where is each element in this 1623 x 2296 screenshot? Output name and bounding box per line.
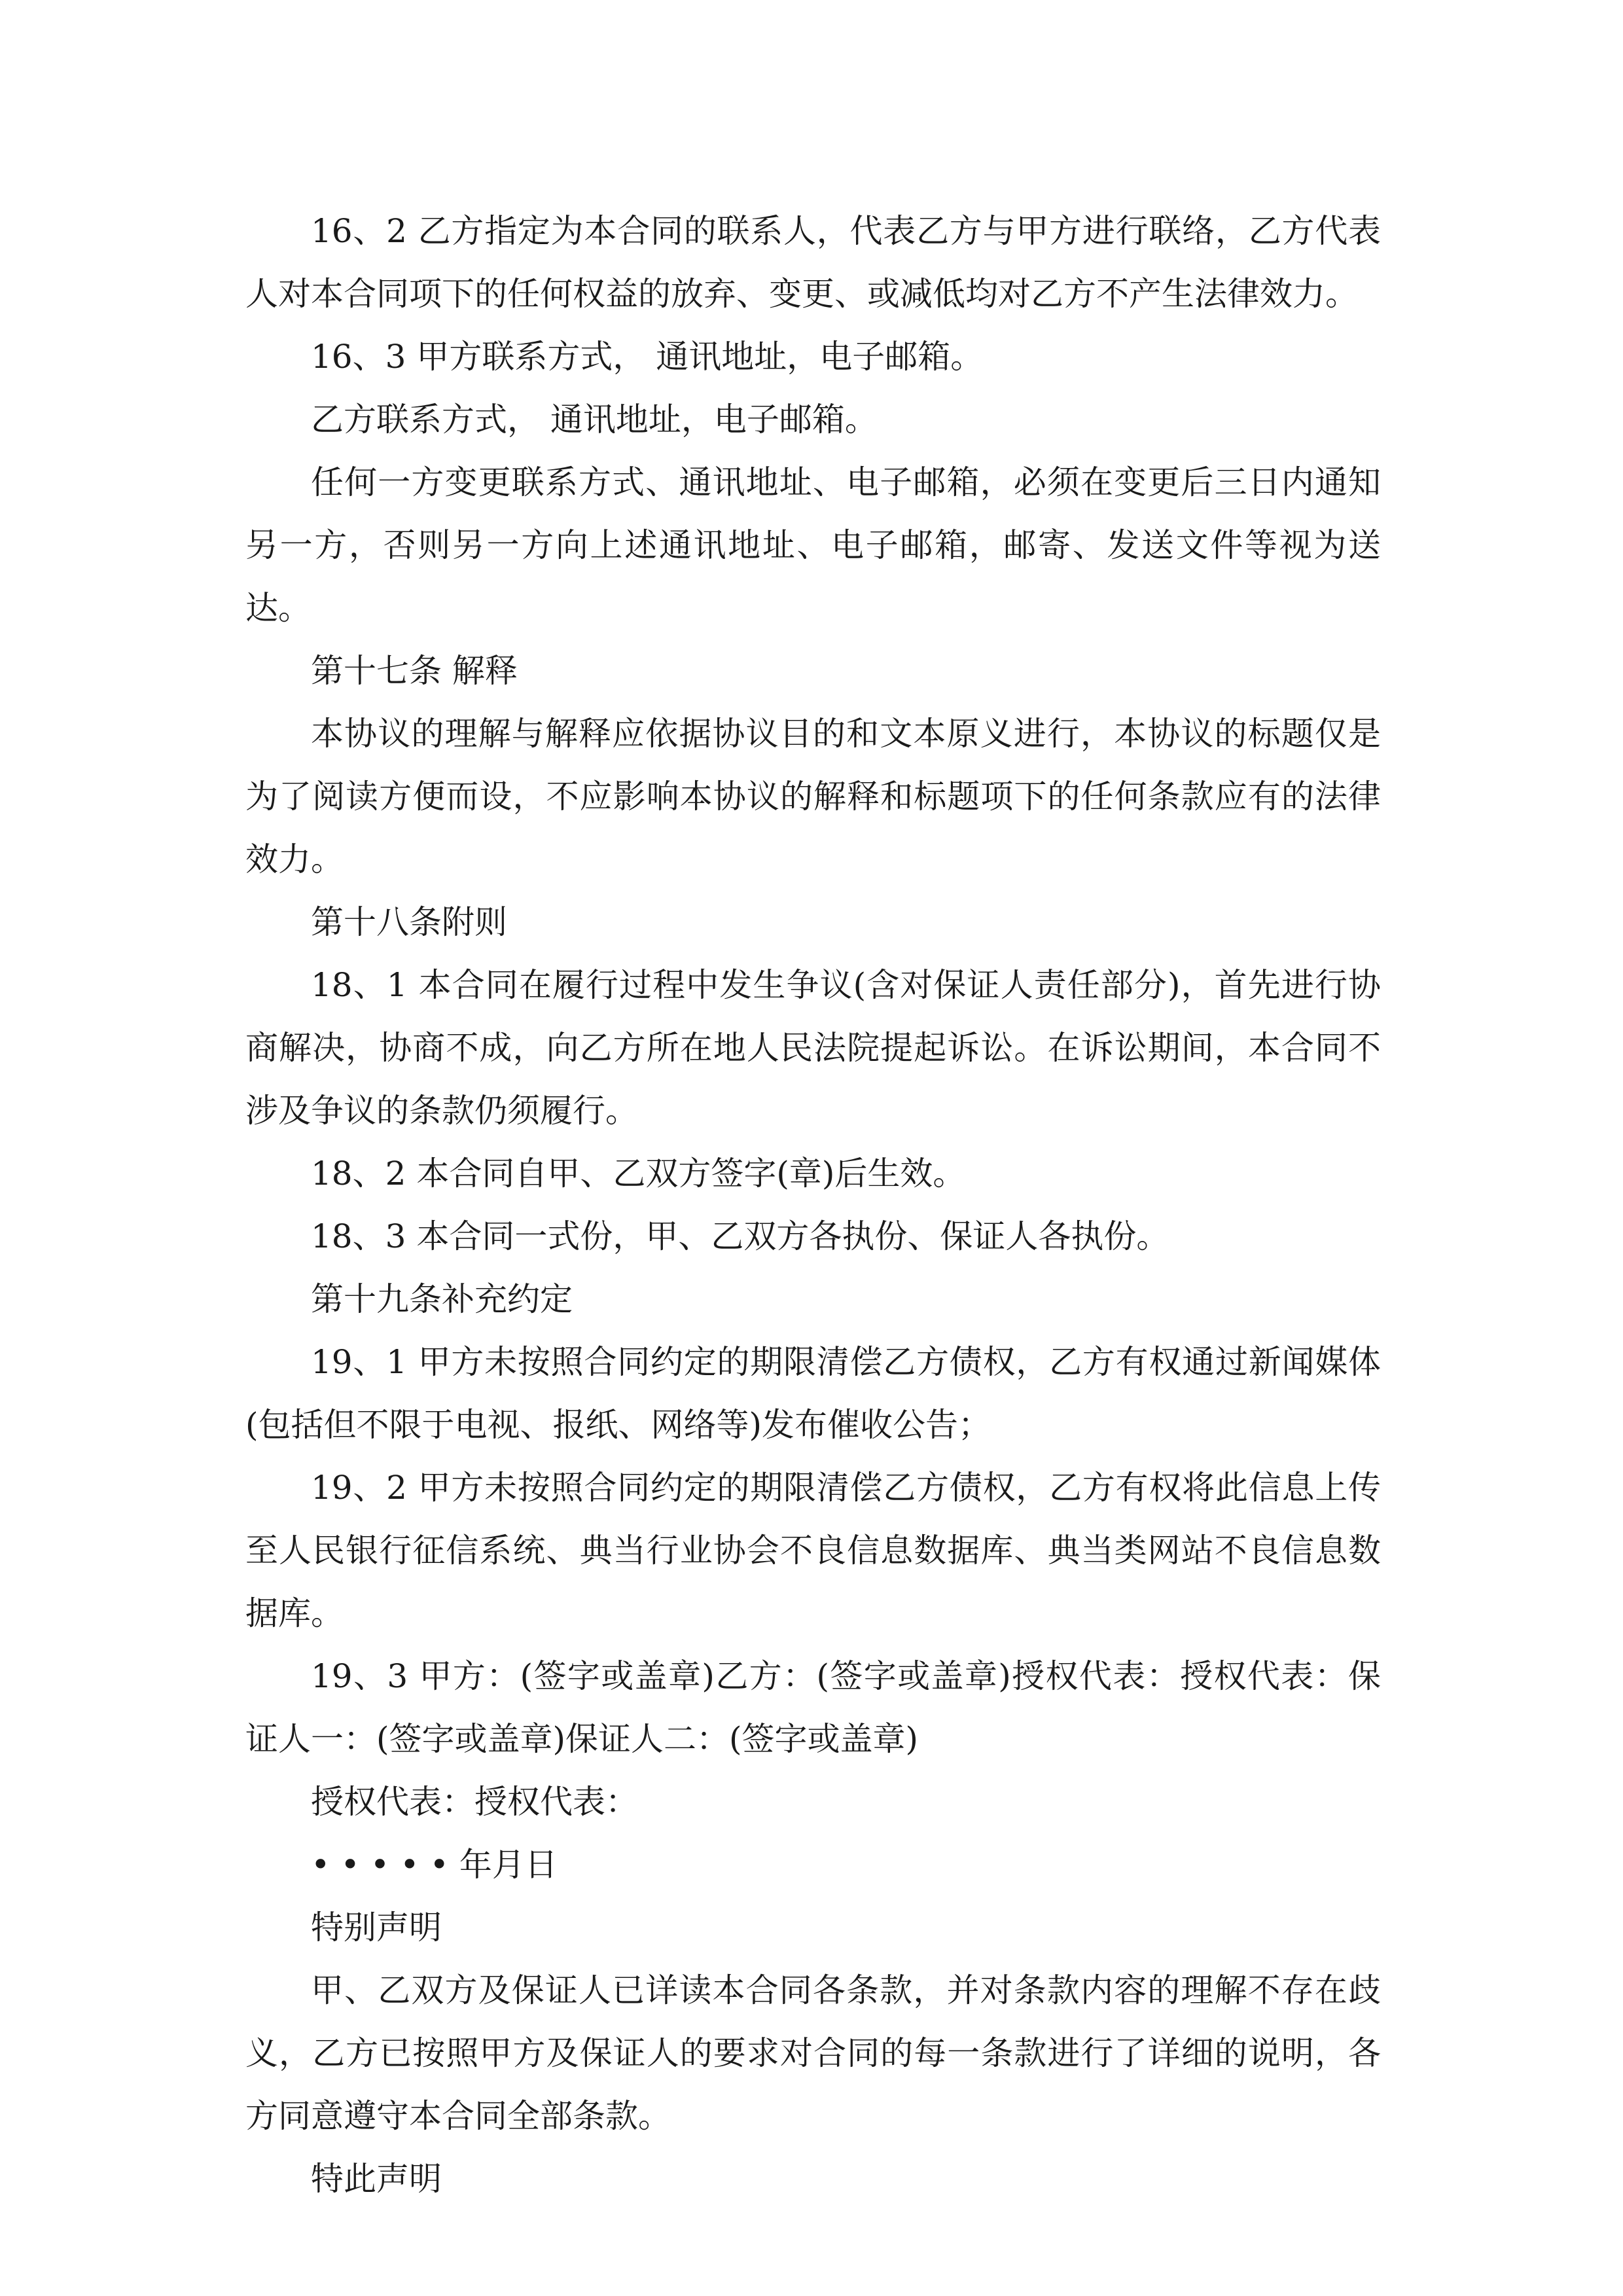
paragraph-special-statement: 甲、乙双方及保证人已详读本合同各条款，并对条款内容的理解不存在歧义，乙方已按照甲方及保证人的要求对合同的每一条款进行了详细的说明，各方同意遵守本合同全部条款。 [245, 1971, 1381, 2135]
paragraph-19-2: 19、2 甲方未按照合同约定的期限清偿乙方债权，乙方有权将此信息上传至人民银行征信系统、典当行业协会不良信息数据库、典当类网站不良信息数据库。 [245, 1469, 1381, 1632]
document-body [245, 200, 1381, 2210]
paragraph-18-3: 18、3 本合同一式份，甲、乙双方各执份、保证人各执份。 [311, 1217, 1169, 1255]
paragraph-party-b-contact: 乙方联系方式， 通讯地址，电子邮箱。 [311, 401, 878, 439]
paragraph-19-1: 19、1 甲方未按照合同约定的期限清偿乙方债权，乙方有权通过新闻媒体(包括但不限于电视、报纸、网络等)发布催收公告； [245, 1343, 1381, 1444]
paragraph-authorized-representatives: 授权代表：授权代表： [311, 1783, 638, 1821]
paragraph-18-2: 18、2 本合同自甲、乙双方签字(章)后生效。 [311, 1155, 966, 1193]
paragraph-18-1: 18、1 本合同在履行过程中发生争议(含对保证人责任部分)，首先进行协商解决，协商不成，向乙方所在地人民法院提起诉讼。在诉讼期间，本合同不涉及争议的条款仍须履行。 [245, 966, 1381, 1130]
heading-special-statement: 特别声明 [311, 1909, 442, 1946]
paragraph-16-3: 16、3 甲方联系方式， 通讯地址，电子邮箱。 [311, 338, 984, 376]
paragraph-16-2: 16、2 乙方指定为本合同的联系人，代表乙方与甲方进行联络，乙方代表人对本合同项下的任何权益的放弃、变更、或减低均对乙方不产生法律效力。 [245, 212, 1381, 313]
heading-article-18: 第十八条附则 [311, 903, 507, 941]
heading-article-17: 第十七条 解释 [311, 652, 518, 690]
paragraph-contact-change: 任何一方变更联系方式、通讯地址、电子邮箱，必须在变更后三日内通知另一方，否则另一方向上述通讯地址、电子邮箱，邮寄、发送文件等视为送达。 [245, 463, 1381, 627]
paragraph-19-3-signatures: 19、3 甲方：(签字或盖章)乙方：(签字或盖章)授权代表：授权代表：保证人一：(签字或盖章)保证人二：(签字或盖章) [245, 1657, 1381, 1758]
paragraph-interpretation: 本协议的理解与解释应依据协议目的和文本原义进行，本协议的标题仅是为了阅读方便而设，不应影响本协议的解释和标题项下的任何条款应有的法律效力。 [245, 715, 1381, 878]
paragraph-hereby-declare: 特此声明 [311, 2160, 442, 2198]
paragraph-date-line: • • • • • 年月日 [311, 1846, 558, 1884]
heading-article-19: 第十九条补充约定 [311, 1280, 573, 1318]
